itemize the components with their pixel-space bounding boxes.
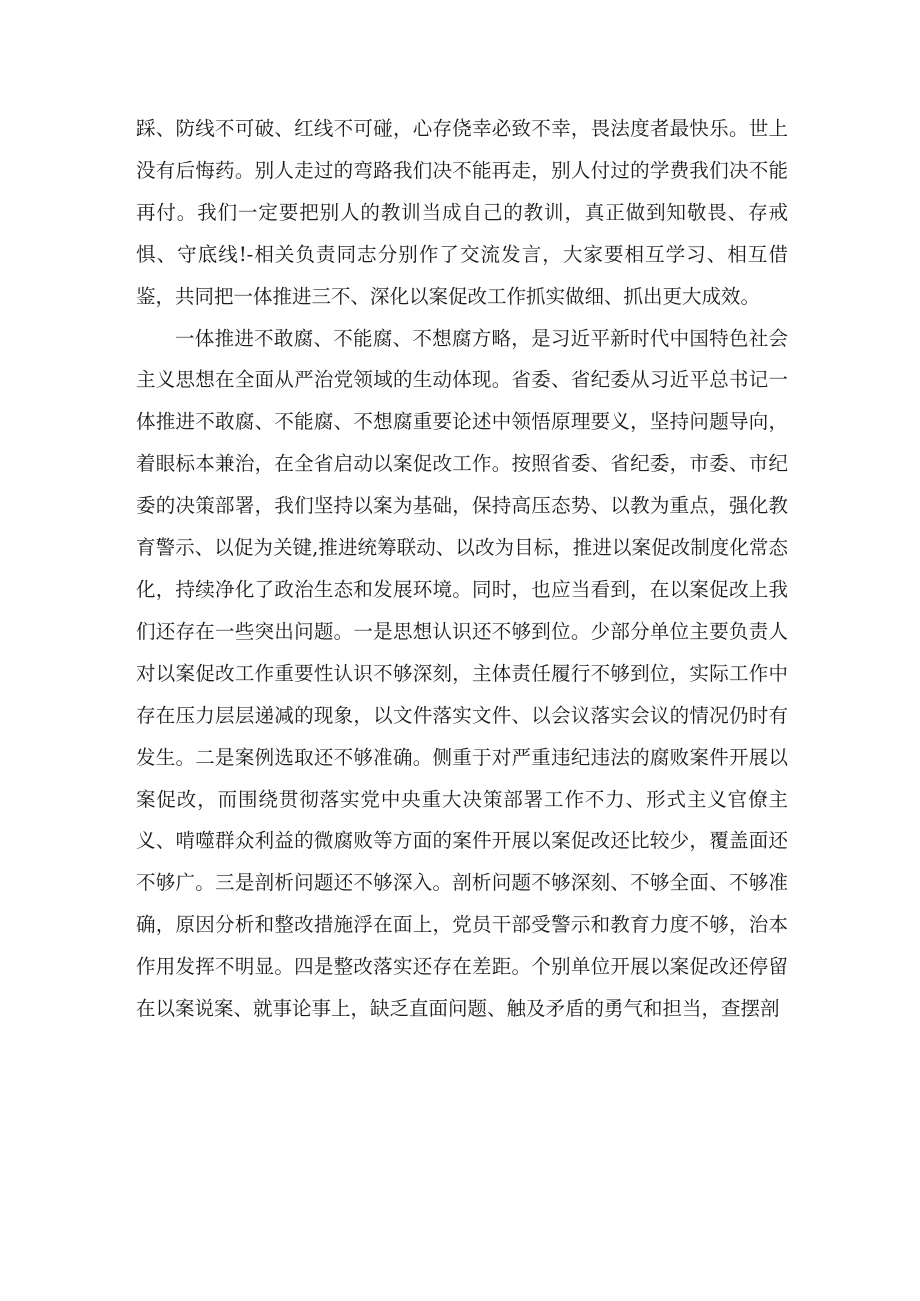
document-body (136, 108, 788, 1030)
paragraph-main: 一体推进不敢腐、不能腐、不想腐方略，是习近平新时代中国特色社会主义思想在全面从严治党领域的生动体现。省委、省纪委从习近平总书记一体推进不敢腐、不能腐、不想腐重要论述中领悟原理要义，坚持问题导向，着眼标本兼治，在全省启动以案促改工作。按照省委、省纪委，市委、市纪委的决策部署，我们坚持以案为基础，保持高压态势、以教为重点，强化教育警示、以促为关键,推进统筹联动、以改为目标，推进以案促改制度化常态化，持续净化了政治生态和发展环境。同时，也应当看到，在以案促改上我们还存在一些突出问题。一是思想认识还不够到位。少部分单位主要负责人对以案促改工作重要性认识不够深刻，主体责任履行不够到位，实际工作中存在压力层层递减的现象，以文件落实文件、以会议落实会议的情况仍时有发生。二是案例选取还不够准确。侧重于对严重违纪违法的腐败案件开展以案促改，而围绕贯彻落实党中央重大决策部署工作不力、形式主义官僚主义、啃噬群众利益的微腐败等方面的案件开展以案促改还比较少，覆盖面还不够广。三是剖析问题还不够深入。剖析问题不够深刻、不够全面、不够准确，原因分析和整改措施浮在面上，党员干部受警示和教育力度不够，治本作用发挥不明显。四是整改落实还存在差距。个别单位开展以案促改还停留在以案说案、就事论事上，缺乏直面问题、触及矛盾的勇气和担当，查摆剖 (136, 326, 788, 1021)
paragraph-continuation: 踩、防线不可破、红线不可碰，心存侥幸必致不幸，畏法度者最快乐。世上没有后悔药。别人走过的弯路我们决不能再走，别人付过的学费我们决不能再付。我们一定要把别人的教训当成自己的教训，真正做到知敬畏、存戒惧、守底线!-相关负责同志分别作了交流发言，大家要相互学习、相互借鉴，共同把一体推进三不、深化以案促改工作抓实做细、抓出更大成效。 (136, 117, 788, 308)
